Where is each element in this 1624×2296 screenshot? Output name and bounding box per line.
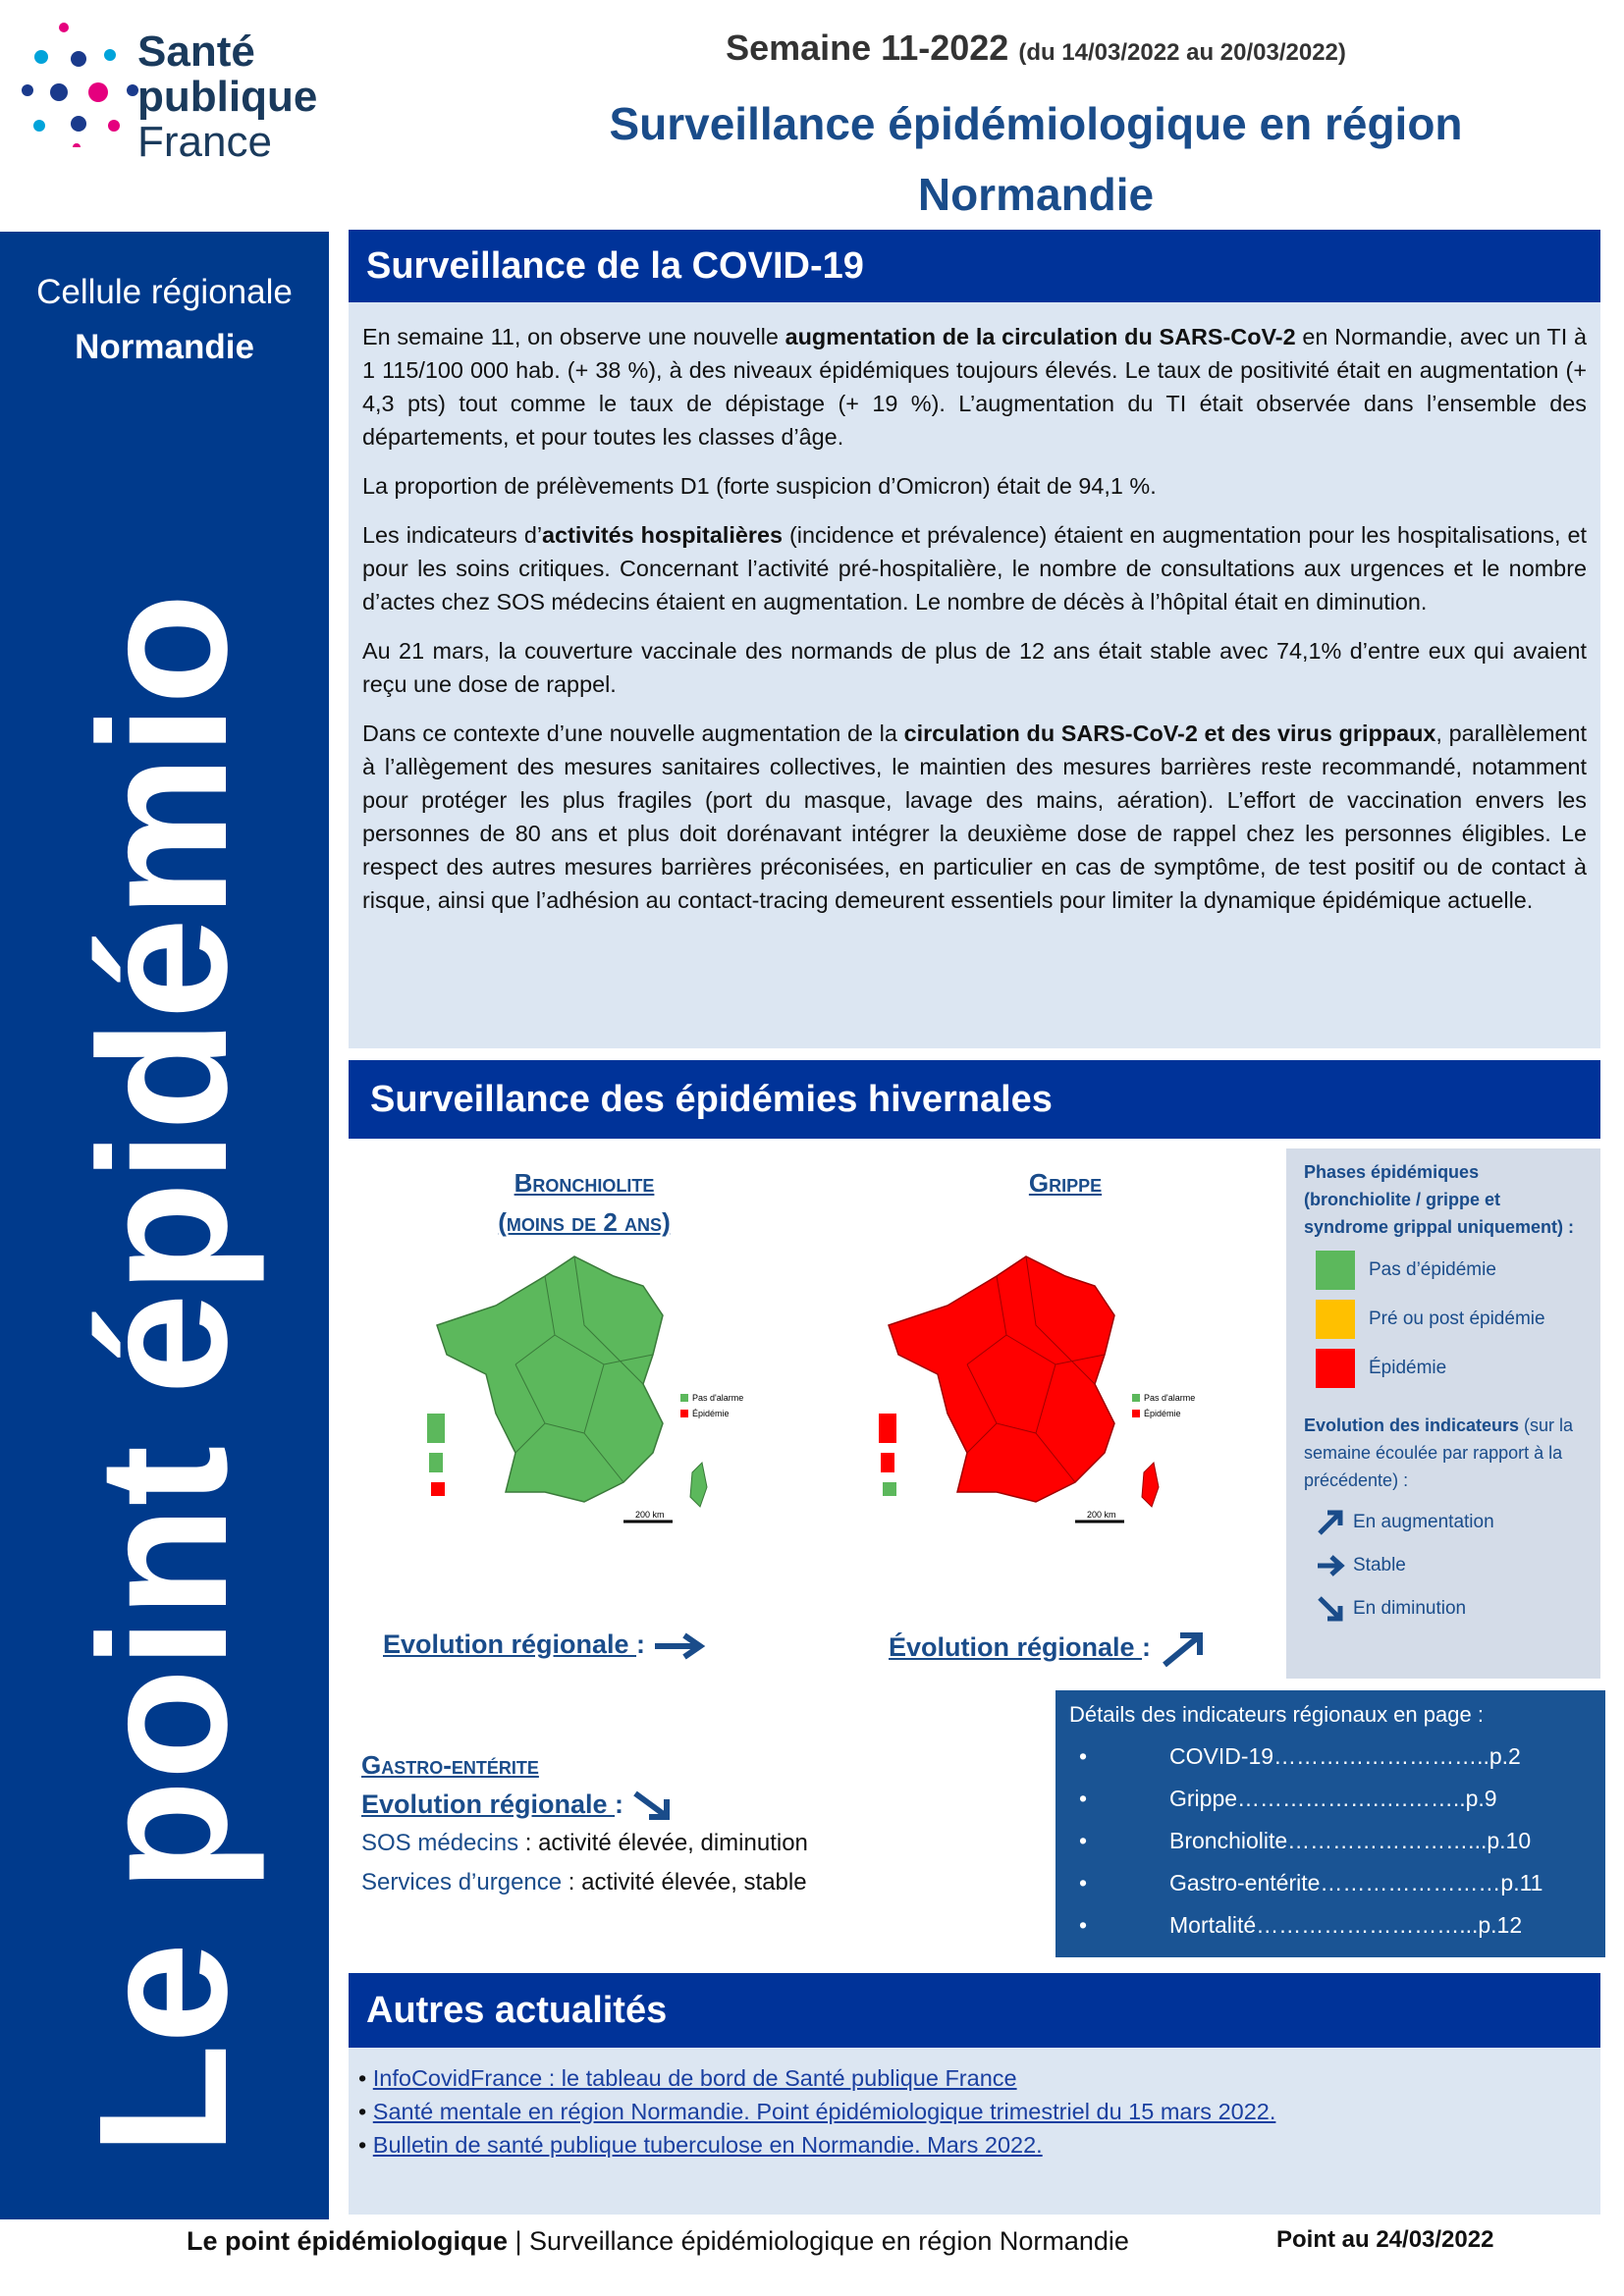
covid-paragraph-2: La proportion de prélèvements D1 (forte suspicion d’Omicron) était de 94,1 %. [362, 473, 1157, 499]
covid-paragraph-4: Au 21 mars, la couverture vaccinale des normands de plus de 12 ans était stable avec 74,1% d’entre eux qui avaient reçu une dose de rappel. [362, 638, 1587, 697]
details-item-gastro[interactable]: • Gastro-entérite……………………p.11 [1079, 1870, 1543, 1896]
footer-date: Point au 24/03/2022 [1276, 2226, 1494, 2253]
gastro-evolution: Evolution régionale : [361, 1785, 911, 1824]
dom-shape [431, 1482, 445, 1496]
bronchiolite-map [427, 1247, 761, 1580]
details-item-mortalite[interactable]: • Mortalité………………………...p.12 [1079, 1912, 1523, 1938]
autres-box [349, 2048, 1600, 2215]
legend-title: Phases épidémiques (bronchiolite / grippe et syndrome grippal uniquement) : [1304, 1162, 1575, 1237]
covid-text-box [349, 302, 1600, 1048]
cellule-regionale: Cellule régionale Normandie [36, 273, 293, 366]
legend-row-up: En augmentation [1316, 1508, 1583, 1537]
link-tuberculose[interactable]: Bulletin de santé publique tuberculose en Normandie. Mars 2022. [372, 2132, 1043, 2158]
covid-paragraph-5: Dans ce contexte d’une nouvelle augmentation de la circulation du SARS-CoV-2 et des virus grippaux, parallèlement à l’allègement des mesures sanitaires collectives, le maintien des mesures barrières reste recommandé, notamment pour protéger les plus fragiles (port du masque, lavage des mains, aération). L’effort de vaccination envers les personnes de 80 ans et plus doit dorénavant intégrer la deuxième dose de rappel chez les personnes éligibles. Le respect des autres mesures barrières préconisées, en particulier en cas de symptôme, de test positif ou de contact à risque, ainsi que l’adhésion au contact-tracing demeurent essentiels pour limiter la dynamique épidémique actuelle. [362, 721, 1587, 913]
map-scale: 200 km [1087, 1510, 1116, 1520]
map-legend-1: Pas d'alarme [1144, 1393, 1196, 1403]
legend-swatch-red [680, 1410, 688, 1417]
corsica-shape [1142, 1463, 1159, 1507]
gastro-block [361, 1745, 911, 1902]
legend-box [1286, 1148, 1600, 1679]
details-item-covid[interactable]: • COVID-19………………………..p.2 [1079, 1743, 1521, 1769]
legend-row-down: En diminution [1316, 1594, 1583, 1624]
hiver-heading: Surveillance des épidémies hivernales [349, 1060, 1600, 1139]
legend-row-pre-post: Pré ou post épidémie [1316, 1300, 1583, 1339]
page-title: Surveillance épidémiologique en région Normandie [609, 98, 1463, 220]
details-title: Détails des indicateurs régionaux en page : [1069, 1702, 1484, 1727]
dom-shape [879, 1414, 896, 1443]
arrow-down-right-icon [1316, 1594, 1345, 1624]
autres-heading: Autres actualités [349, 1973, 1600, 2048]
legend-row-pas-epidemie: Pas d’épidémie [1316, 1251, 1583, 1290]
grippe-map [879, 1247, 1213, 1580]
footer: Le point épidémiologique | Surveillance épidémiologique en région Normandie Point au 24/03/2022 [187, 2226, 1494, 2256]
covid-paragraph-1: En semaine 11, on observe une nouvelle augmentation de la circulation du SARS-CoV-2 en Normandie, avec un TI à 1 115/100 000 hab. (+ 38 %), à des niveaux épidémiques toujours élevés. Le taux de positivité était en augmentation (+ 4,3 pts) tout comme le taux de dépistage (+ 19 %). L’augmentation du TI était observée dans l’ensemble des départements, et pour toutes les classes d’âge. [362, 324, 1587, 450]
dom-shape [883, 1482, 896, 1496]
link-infocovidfrance[interactable]: InfoCovidFrance : le tableau de bord de Santé publique France [372, 2065, 1017, 2091]
france-shape-green [437, 1256, 663, 1502]
link-sante-mentale[interactable]: Santé mentale en région Normandie. Point épidémiologique trimestriel du 15 mars 2022. [372, 2099, 1276, 2124]
dom-shape [881, 1453, 894, 1472]
legend-swatch-green [680, 1394, 688, 1402]
gastro-sos: SOS médecins : activité élevée, diminution [361, 1830, 808, 1856]
legend-swatch-green [1132, 1394, 1140, 1402]
gastro-title: Gastro-entérite [361, 1750, 539, 1780]
france-shape-red [889, 1256, 1114, 1502]
arrow-down-right-icon [631, 1789, 675, 1823]
grippe-title: Grippe [1028, 1168, 1103, 1198]
map-legend-2: Épidémie [692, 1409, 730, 1418]
legend-swatch-red [1132, 1410, 1140, 1417]
logo-dots-icon [20, 20, 147, 147]
covid-heading: Surveillance de la COVID-19 [349, 230, 1600, 302]
details-item-bronchiolite[interactable]: • Bronchiolite……………………...p.10 [1079, 1828, 1532, 1853]
autres-item-1: • InfoCovidFrance : le tableau de bord de Santé publique France [358, 2065, 1017, 2091]
covid-paragraph-3: Les indicateurs d’activités hospitalières (incidence et prévalence) étaient en augmentation pour les hospitalisations, et pour les soins critiques. Concernant l’activité pré-hospitalière, le nombre de consultations aux urgences et le nombre d’actes chez SOS médecins étaient en augmentation. Le nombre de décès à l’hôpital était en diminution. [362, 522, 1587, 614]
arrow-up-right-icon [1316, 1508, 1345, 1537]
red-swatch [1316, 1349, 1355, 1388]
bronchiolite-title: Bronchiolite (moins de 2 ans) [498, 1168, 671, 1237]
week-title: Semaine 11-2022 (du 14/03/2022 au 20/03/2022) [726, 27, 1346, 68]
dom-shape [427, 1414, 445, 1443]
legend-row-stable: Stable [1316, 1551, 1583, 1580]
corsica-shape [690, 1463, 707, 1507]
map-legend-2: Épidémie [1144, 1409, 1181, 1418]
sidebar-big-title: Le point épidémio [62, 593, 265, 2156]
green-swatch [1316, 1251, 1355, 1290]
bronchiolite-evolution: Evolution régionale : [383, 1629, 712, 1661]
dom-shape [429, 1453, 443, 1472]
arrow-right-icon [1316, 1551, 1345, 1580]
legend-evo-title: Evolution des indicateurs (sur la semaine écoulée par rapport à la précédente) : [1304, 1415, 1574, 1490]
arrow-right-icon [653, 1631, 712, 1661]
autres-item-2: • Santé mentale en région Normandie. Point épidémiologique trimestriel du 15 mars 2022. [358, 2099, 1276, 2124]
orange-swatch [1316, 1300, 1355, 1339]
arrow-up-right-icon [1159, 1629, 1208, 1669]
legend-row-epidemie: Épidémie [1316, 1349, 1583, 1388]
grippe-evolution: Évolution régionale : [889, 1629, 1208, 1669]
gastro-urgences: Services d’urgence : activité élevée, stable [361, 1869, 807, 1896]
map-legend-1: Pas d'alarme [692, 1393, 744, 1403]
details-item-grippe[interactable]: • Grippe……………….….……..p.9 [1079, 1786, 1497, 1811]
map-scale: 200 km [635, 1510, 665, 1520]
autres-item-3: • Bulletin de santé publique tuberculose en Normandie. Mars 2022. [358, 2132, 1043, 2158]
details-box [1056, 1690, 1605, 1957]
logo-text: Santé publique France [137, 27, 318, 166]
